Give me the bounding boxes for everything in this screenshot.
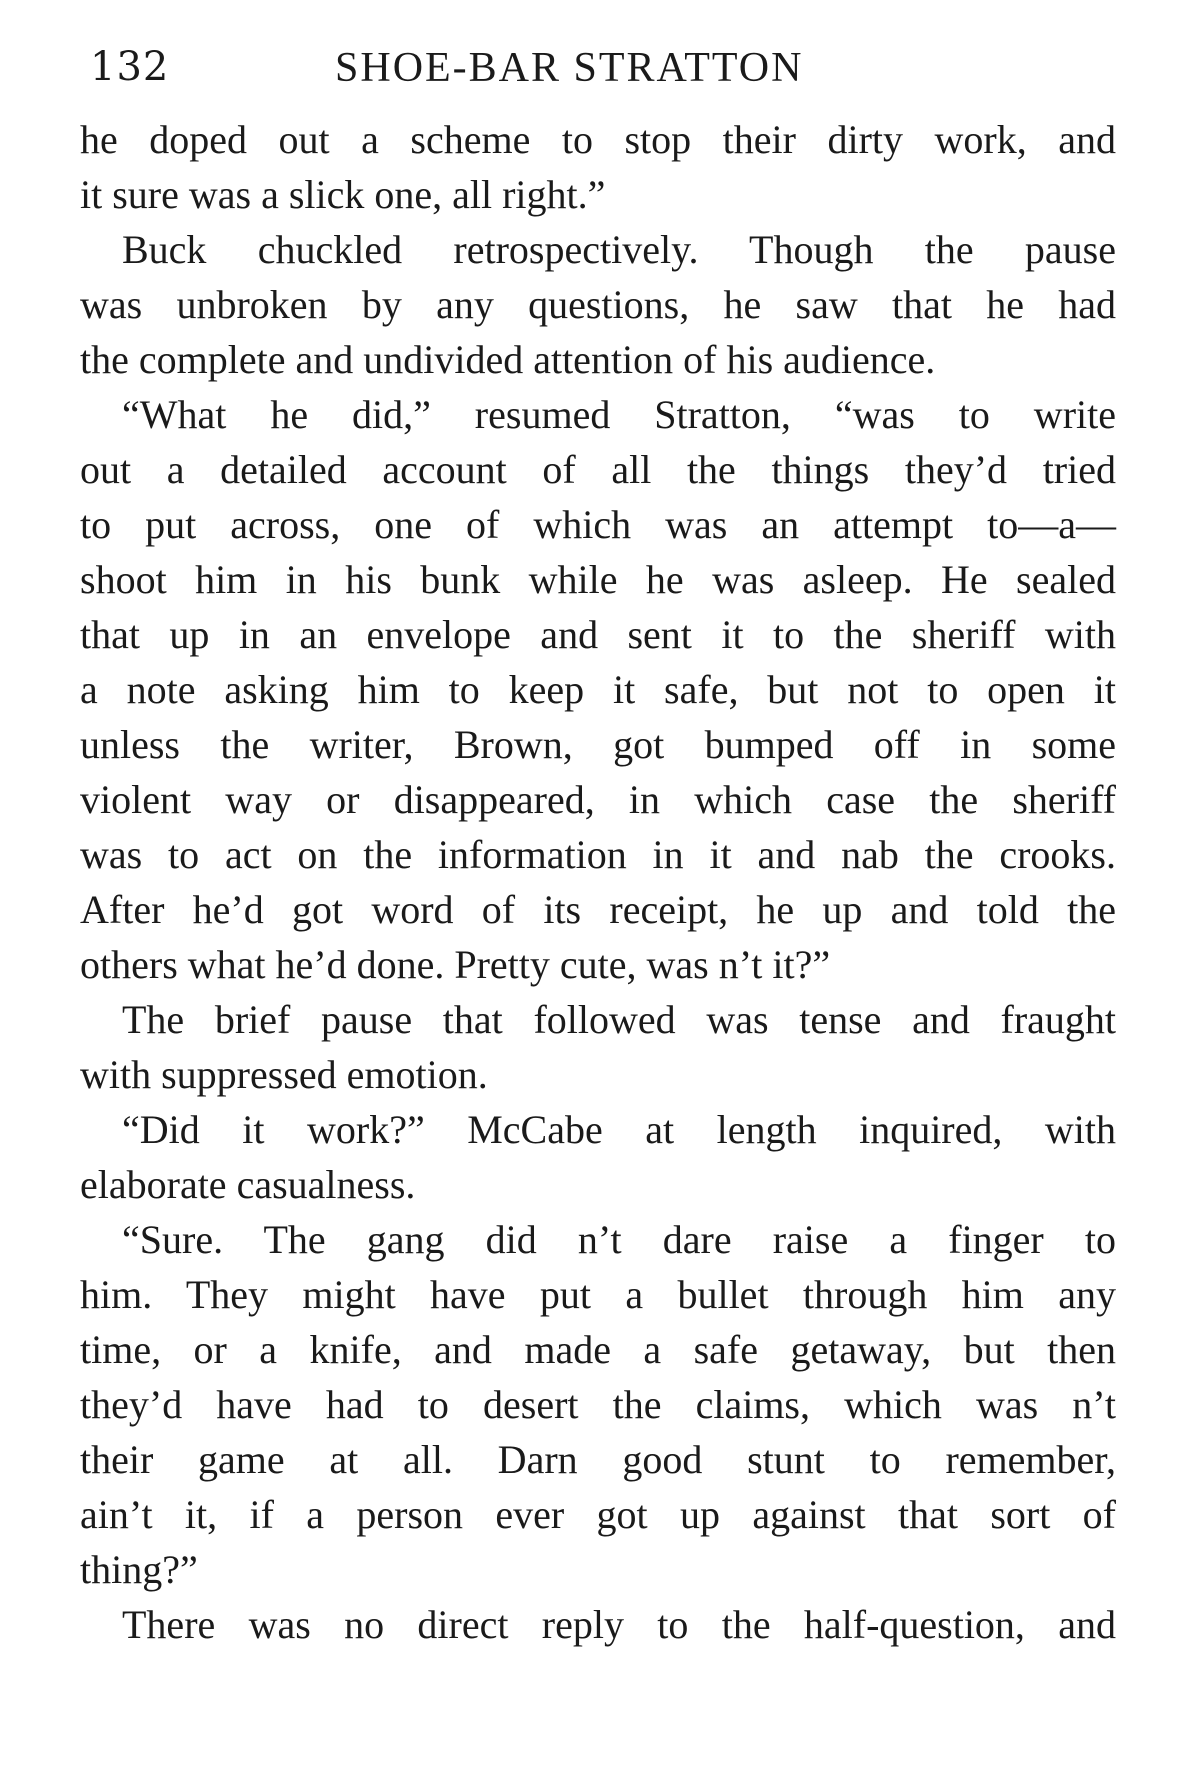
- text-line: time, or a knife, and made a safe getaway, but then: [80, 1327, 1116, 1372]
- text-line: violent way or disappeared, in which case the sheriff: [80, 777, 1116, 822]
- page-header: [80, 42, 1120, 102]
- text-line: was to act on the information in it and nab the crooks.: [80, 832, 1116, 877]
- text-line: Buck chuckled retrospectively. Though the pause: [122, 227, 1116, 272]
- text-line: “Did it work?” McCabe at length inquired, with: [122, 1107, 1116, 1152]
- text-line: their game at all. Darn good stunt to remember,: [80, 1437, 1116, 1482]
- page-number: 132: [90, 44, 170, 90]
- body-text: [80, 112, 1116, 1652]
- text-line: The brief pause that followed was tense and fraught: [122, 997, 1116, 1042]
- text-line: unless the writer, Brown, got bumped off in some: [80, 722, 1116, 767]
- text-line: others what he’d done. Pretty cute, was n’t it?”: [80, 942, 831, 987]
- text-line: a note asking him to keep it safe, but not to open it: [80, 667, 1116, 712]
- text-line: the complete and undivided attention of his audience.: [80, 337, 936, 382]
- text-line: After he’d got word of its receipt, he up and told the: [80, 887, 1116, 932]
- text-line: There was no direct reply to the half-question, and: [122, 1602, 1116, 1647]
- text-line: with suppressed emotion.: [80, 1052, 488, 1097]
- text-line: it sure was a slick one, all right.”: [80, 172, 606, 217]
- text-line: “What he did,” resumed Stratton, “was to write: [122, 392, 1116, 437]
- running-title: SHOE-BAR STRATTON: [335, 45, 804, 91]
- text-line: him. They might have put a bullet through him any: [80, 1272, 1116, 1317]
- text-line: was unbroken by any questions, he saw that he had: [80, 282, 1116, 327]
- text-line: he doped out a scheme to stop their dirty work, and: [80, 117, 1116, 162]
- text-line: out a detailed account of all the things they’d tried: [80, 447, 1116, 492]
- text-line: shoot him in his bunk while he was asleep. He sealed: [80, 557, 1116, 602]
- text-line: thing?”: [80, 1547, 198, 1592]
- text-line: “Sure. The gang did n’t dare raise a finger to: [122, 1217, 1116, 1262]
- text-line: they’d have had to desert the claims, which was n’t: [80, 1382, 1116, 1427]
- text-line: elaborate casualness.: [80, 1162, 416, 1207]
- text-line: that up in an envelope and sent it to the sheriff with: [80, 612, 1116, 657]
- text-line: to put across, one of which was an attempt to—a—: [80, 502, 1116, 547]
- text-line: ain’t it, if a person ever got up against that sort of: [80, 1492, 1116, 1537]
